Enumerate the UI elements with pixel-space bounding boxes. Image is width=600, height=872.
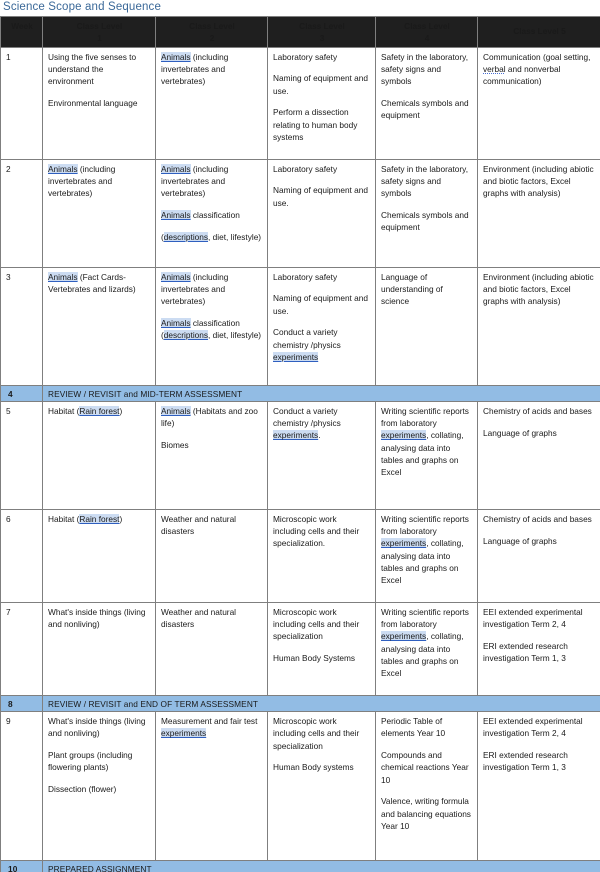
cell-class-level-1	[43, 159, 156, 267]
class-level-3-line2: 3	[319, 33, 325, 44]
cell-paragraph: Dissection (flower)	[48, 784, 117, 795]
class-level-4-line1: Class Level	[404, 21, 450, 31]
review-banner-label: PREPARED ASSIGNMENT	[43, 861, 600, 872]
column-header-class-level-3	[268, 17, 376, 48]
week-number: 1	[1, 47, 43, 159]
cell-paragraph: Environment (including abiotic and biotic factors, Excel graphs with analysis)	[483, 271, 594, 307]
cell-paragraph: Habitat (Rain forest)	[48, 513, 123, 524]
cell-class-level-1	[43, 47, 156, 159]
week-number: 6	[1, 509, 43, 602]
table-header	[1, 17, 600, 48]
cell-paragraph: Language of graphs	[483, 427, 557, 438]
cell-class-level-3	[268, 159, 376, 267]
table-row	[1, 159, 600, 267]
cell-class-level-3	[268, 267, 376, 385]
cell-paragraph: Chemicals symbols and equipment	[381, 97, 469, 121]
table-row	[1, 602, 600, 695]
table-row	[1, 861, 600, 872]
cell-paragraph: Chemistry of acids and bases	[483, 405, 592, 416]
class-level-1-line1: Class Level	[76, 21, 123, 31]
week-number: 10	[1, 861, 43, 872]
column-header-week: Week	[1, 17, 43, 48]
cell-paragraph: Weather and natural disasters	[161, 513, 237, 537]
table-row	[1, 695, 600, 711]
cell-paragraph: Animals (Habitats and zoo life)	[161, 405, 258, 429]
class-level-3-line1: Class Level	[299, 21, 345, 31]
cell-class-level-5	[478, 712, 600, 861]
cell-class-level-3	[268, 401, 376, 509]
cell-paragraph: Naming of equipment and use.	[273, 185, 369, 208]
cell-paragraph: Laboratory safety	[273, 51, 338, 62]
cell-paragraph: Valence, writing formula and balancing equations Year 10	[381, 796, 471, 831]
cell-paragraph: Microscopic work including cells and their specialization	[273, 716, 360, 751]
cell-paragraph: Microscopic work including cells and their specialization	[273, 606, 360, 642]
cell-paragraph: Laboratory safety	[273, 271, 338, 282]
science-scope-and-sequence-table	[0, 16, 600, 872]
cell-paragraph: EEI extended experimental investigation Term 2, 4	[483, 716, 583, 739]
week-number: 5	[1, 401, 43, 509]
cell-paragraph: Animals classification	[161, 209, 240, 220]
cell-paragraph: Plant groups (including flowering plants)	[48, 750, 133, 773]
cell-class-level-2	[156, 712, 268, 861]
table-row	[1, 712, 600, 861]
cell-paragraph: Perform a dissection relating to human body systems	[273, 107, 358, 142]
cell-class-level-2	[156, 401, 268, 509]
cell-class-level-1	[43, 509, 156, 602]
column-header-class-level-4	[376, 17, 478, 48]
table-body	[1, 47, 600, 872]
cell-class-level-4	[376, 602, 478, 695]
class-level-2-line1: Class Level	[189, 21, 235, 31]
cell-paragraph: Weather and natural disasters	[161, 606, 237, 630]
cell-paragraph: Conduct a variety chemistry /physics experiments.	[273, 405, 341, 441]
cell-paragraph: Naming of equipment and use.	[273, 293, 369, 316]
cell-paragraph: Habitat (Rain forest)	[48, 405, 123, 416]
cell-class-level-2	[156, 159, 268, 267]
cell-class-level-1	[43, 401, 156, 509]
cell-paragraph: Human Body Systems	[273, 653, 356, 664]
cell-paragraph: Animals (including invertebrates and vertebrates)	[161, 51, 229, 87]
cell-class-level-1	[43, 267, 156, 385]
cell-class-level-5	[478, 602, 600, 695]
cell-paragraph: Microscopic work including cells and their specialization.	[273, 513, 360, 549]
cell-paragraph: Animals (including invertebrates and vertebrates)	[161, 271, 229, 307]
table-row	[1, 47, 600, 159]
cell-class-level-3	[268, 712, 376, 861]
cell-paragraph: Animals (Fact Cards- Vertebrates and lizards)	[48, 271, 136, 294]
header-row	[1, 17, 600, 48]
cell-paragraph: Language of graphs	[483, 535, 557, 546]
cell-paragraph: Periodic Table of elements Year 10	[381, 716, 446, 739]
cell-class-level-5	[478, 159, 600, 267]
cell-paragraph: What's inside things (living and nonliving)	[48, 716, 146, 739]
cell-paragraph: Animals (including invertebrates and vertebrates)	[161, 163, 229, 199]
cell-class-level-2	[156, 602, 268, 695]
column-header-class-level-5: Class Level 5	[478, 17, 600, 48]
cell-class-level-3	[268, 602, 376, 695]
table-row	[1, 509, 600, 602]
cell-class-level-5	[478, 267, 600, 385]
week-number: 4	[1, 385, 43, 401]
cell-class-level-1	[43, 712, 156, 861]
week-number: 8	[1, 695, 43, 711]
cell-class-level-4	[376, 267, 478, 385]
cell-paragraph: Using the five senses to understand the environment	[48, 51, 137, 87]
cell-class-level-5	[478, 509, 600, 602]
page-title: Science Scope and Sequence	[3, 1, 161, 13]
cell-paragraph: Chemicals symbols and equipment	[381, 209, 469, 233]
cell-paragraph: Environmental language	[48, 97, 138, 108]
cell-paragraph: Measurement and fair test experiments	[161, 716, 258, 739]
cell-paragraph: Animals (including invertebrates and vertebrates)	[48, 163, 116, 199]
cell-class-level-5	[478, 47, 600, 159]
cell-class-level-3	[268, 509, 376, 602]
cell-paragraph: Human Body systems	[273, 762, 354, 773]
cell-paragraph: Biomes	[161, 439, 189, 450]
review-banner-label: REVIEW / REVISIT and MID-TERM ASSESSMENT	[43, 385, 600, 401]
cell-class-level-4	[376, 159, 478, 267]
cell-class-level-1	[43, 602, 156, 695]
cell-class-level-4	[376, 401, 478, 509]
cell-class-level-5	[478, 401, 600, 509]
week-number: 7	[1, 602, 43, 695]
week-number: 2	[1, 159, 43, 267]
column-header-class-level-2	[156, 17, 268, 48]
cell-paragraph: Communication (goal setting, verbal and nonverbal communication)	[483, 51, 591, 87]
column-header-class-level-1	[43, 17, 156, 48]
cell-class-level-2	[156, 267, 268, 385]
cell-paragraph: Animals classification (descriptions, diet, lifestyle)	[161, 317, 262, 341]
table-row	[1, 385, 600, 401]
week-number: 9	[1, 712, 43, 861]
review-banner-label: REVIEW / REVISIT and END OF TERM ASSESSMENT	[43, 695, 600, 711]
week-number: 3	[1, 267, 43, 385]
cell-class-level-4	[376, 509, 478, 602]
class-level-4-line2: 4	[424, 33, 430, 44]
cell-class-level-4	[376, 712, 478, 861]
cell-class-level-2	[156, 47, 268, 159]
cell-paragraph: Safety in the laboratory, safety signs and symbols	[381, 51, 469, 87]
class-level-2-line2: 2	[209, 33, 215, 44]
table-row	[1, 401, 600, 509]
cell-paragraph: Chemistry of acids and bases	[483, 513, 592, 524]
cell-paragraph: Environment (including abiotic and biotic factors, Excel graphs with analysis)	[483, 163, 594, 199]
class-level-1-line2: 1	[97, 33, 102, 44]
cell-paragraph: Language of understanding of science	[381, 271, 443, 307]
table-row	[1, 267, 600, 385]
cell-paragraph: Writing scientific reports from laboratory experiments, collating, analysing data into tables and graphs on Excel	[381, 513, 469, 586]
cell-paragraph: Safety in the laboratory, safety signs and symbols	[381, 163, 469, 199]
cell-class-level-3	[268, 47, 376, 159]
cell-paragraph: Naming of equipment and use.	[273, 73, 369, 96]
cell-paragraph: Writing scientific reports from laboratory experiments, collating, analysing data into tables and graphs on Excel	[381, 405, 469, 478]
cell-paragraph: EEI extended experimental investigation Term 2, 4	[483, 606, 583, 630]
cell-paragraph: What's inside things (living and nonliving)	[48, 606, 146, 630]
cell-paragraph: ERI extended research investigation Term 1, 3	[483, 750, 568, 773]
cell-class-level-4	[376, 47, 478, 159]
cell-paragraph: Writing scientific reports from laboratory experiments, collating, analysing data into tables and graphs on Excel	[381, 606, 469, 679]
cell-paragraph: Compounds and chemical reactions Year 10	[381, 750, 469, 785]
cell-paragraph: (descriptions, diet, lifestyle)	[161, 231, 262, 242]
cell-class-level-2	[156, 509, 268, 602]
cell-paragraph: Laboratory safety	[273, 163, 338, 174]
cell-paragraph: ERI extended research investigation Term 1, 3	[483, 640, 568, 664]
cell-paragraph: Conduct a variety chemistry /physics experiments	[273, 327, 341, 362]
